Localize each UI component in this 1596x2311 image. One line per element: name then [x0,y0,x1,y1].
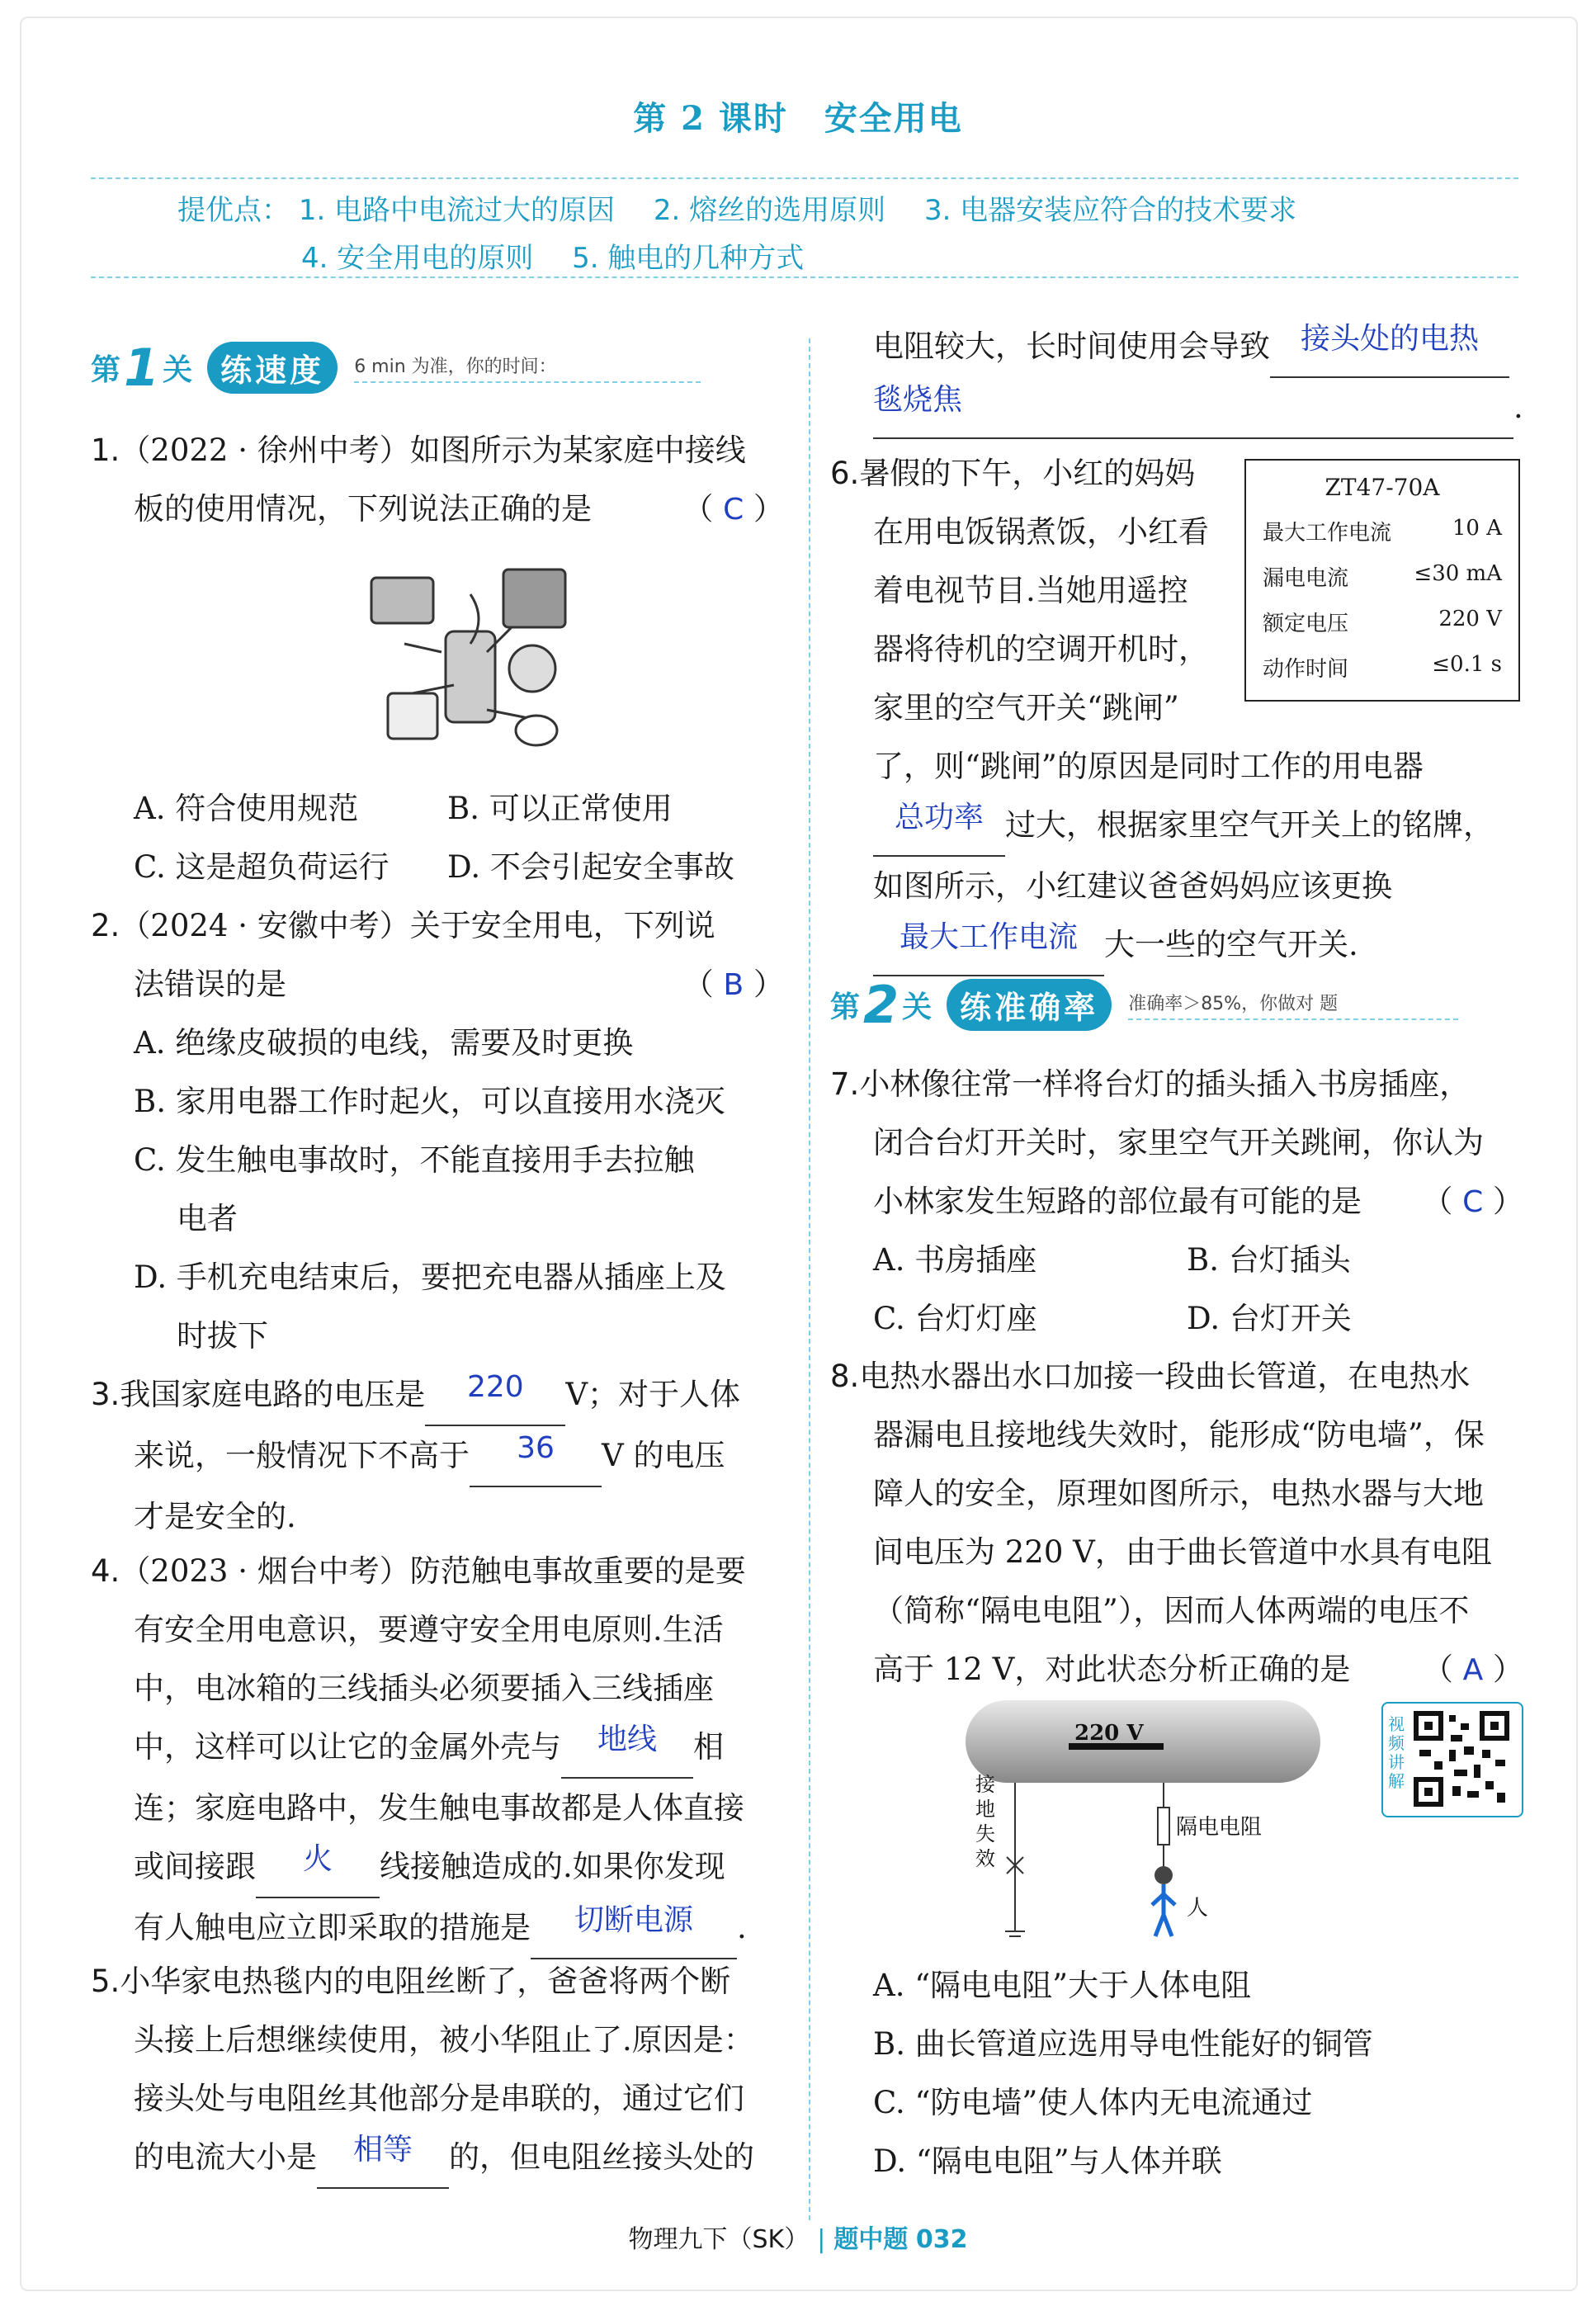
option: C. 这是超负荷运行 [134,849,390,885]
question-text: 有人触电应立即采取的措施是 [134,1910,531,1945]
question-text: 电热水器出水口加接一段曲长管道，在电热水 [859,1359,1471,1394]
nameplate-row [1246,561,1518,592]
question-number: 6. [830,456,860,491]
question-text: 相 [693,1729,724,1765]
fridge-icon [503,569,565,627]
question-5-continued [830,317,1523,439]
question-text: 小林像往常一样将台灯的插头插入书房插座， [859,1066,1471,1102]
option: 电者 [177,1201,238,1236]
question-text: 或间接跟 [134,1849,256,1884]
answer-blank[interactable] [1270,317,1509,378]
option: C. “防电墙”使人体内无电流通过 [873,2085,1313,2120]
lesson-number: 第 2 课时 [633,99,788,138]
question-source: （2024 · 安徽中考） [120,908,410,943]
question-text: 关于安全用电，下列说 [409,908,715,943]
option: A. 书房插座 [873,1242,1037,1278]
answer-blank[interactable] [256,1837,380,1898]
question-text: 我国家庭电路的电压是 [120,1377,426,1412]
question-text: 连；家庭电路中，发生触电事故都是人体直接 [134,1790,744,1826]
topics-box [91,177,1518,278]
question-text: 着电视节目.当她用遥控 [873,573,1188,608]
power-strip-illustration [363,553,602,759]
topic-item: 4. 安全用电的原则 [301,242,534,275]
question-number: 8. [830,1359,860,1394]
topics-label: 提优点： [177,194,290,227]
section-name-badge: 练速度 [207,342,338,394]
nameplate-row [1246,652,1518,683]
question-text: 过大，根据家里空气开关上的铭牌， [1005,807,1494,843]
question-text: 中，这样可以让它的金属外壳与 [134,1729,561,1765]
option: A. 符合使用规范 [134,791,359,826]
question-text: 大一些的空气开关. [1104,927,1358,962]
topics-row-2 [301,235,833,276]
answer-blank[interactable] [425,1365,565,1426]
answer-blank[interactable] [531,1898,737,1959]
nameplate-label: 漏电电流 [1263,566,1349,591]
question-text: 在用电饭锅煮饭，小红看 [873,514,1209,550]
option: 时拔下 [177,1318,268,1354]
section-accuracy-note: 准确率＞85%，你做对 题 [1128,990,1458,1020]
question-text: 器漏电且接地线失效时，能形成“防电墙”，保 [873,1417,1485,1453]
nameplate-row [1246,516,1518,546]
question-5 [91,1952,784,2189]
section-1-header [91,337,701,398]
footer-book: 物理九下（SK） [628,2225,810,2254]
question-text: 有安全用电意识，要遵守安全用电原则.生活 [134,1612,724,1647]
question-text: V；对于人体 [565,1377,741,1412]
question-text: 了，则“跳闸”的原因是同时工作的用电器 [873,749,1424,784]
question-text: 暑假的下午，小红的妈妈 [859,456,1196,491]
question-text: 线接触造成的.如果你发现 [380,1849,725,1884]
question-text: 的，但电阻丝接头处的 [449,2139,754,2175]
answer-choice: A [1462,1653,1484,1687]
resistor-label: 隔电电阻 [1176,1815,1263,1840]
qr-label: 视频讲解 [1388,1714,1405,1791]
person-icon [1155,1866,1173,1884]
question-text: 来说，一般情况下不高于 [134,1438,470,1473]
answer-blank[interactable] [873,378,1513,439]
breaker-nameplate [1244,459,1520,702]
answer-blank[interactable] [317,2128,449,2189]
answer-blank[interactable] [873,915,1104,976]
question-number: 4. [91,1553,120,1589]
question-text: 中，电冰箱的三线插头必须要插入三线插座 [134,1671,714,1706]
nameplate-label: 额定电压 [1263,612,1349,636]
topic-item: 2. 熔丝的选用原则 [653,194,886,227]
question-text: （简称“隔电电阻”），因而人体两端的电压不 [873,1593,1470,1628]
question-text: 防范触电事故重要的是要 [409,1553,746,1589]
kettle-icon [516,716,557,745]
question-number: 3. [91,1377,120,1412]
nameplate-label: 最大工作电流 [1263,521,1392,546]
question-source: （2023 · 烟台中考） [120,1553,410,1589]
option: A. “隔电电阻”大于人体电阻 [873,1968,1252,2003]
topic-item: 1. 电路中电流过大的原因 [298,194,616,227]
question-text: 才是安全的. [134,1499,296,1534]
option: C. 台灯灯座 [873,1301,1037,1336]
section-post: 关 [163,352,193,387]
page-number: 032 [915,2225,968,2254]
question-text: . [1513,390,1523,425]
section-pre: 第 [91,352,121,387]
topic-item: 5. 触电的几种方式 [572,242,805,275]
power-strip-icon [446,631,495,722]
answer-blank[interactable] [873,796,1005,857]
answer-text: 最大工作电流 [899,920,1078,954]
question-number: 7. [830,1066,860,1102]
question-7: 7.小林像往常一样将台灯的插头插入书房插座， 闭合台灯开关时，家里空气开关跳闸，你认为 小林家发生短路的部位最有可能的是 （ C ） A. 书房插座 B. 台灯插头 C. 台灯灯座 D. 台灯开关 [830,1055,1523,1348]
question-3 [91,1365,784,1546]
question-4 [91,1542,784,1959]
option: D. 不会引起安全事故 [447,849,734,885]
qr-code-icon [1413,1710,1512,1808]
section-name-badge: 练准确率 [947,979,1112,1031]
nameplate-label: 动作时间 [1263,657,1349,682]
tv-icon [388,693,437,739]
option: B. 台灯插头 [1187,1242,1351,1278]
person-label: 人 [1187,1896,1209,1921]
question-text: 板的使用情况，下列说法正确的是 [134,491,592,527]
section-pre: 第 [830,990,861,1024]
question-text: 高于 12 V，对此状态分析正确的是 [873,1652,1351,1687]
question-text: 接头处与电阻丝其他部分是串联的，通过它们 [134,2081,744,2116]
section-time-note: 6 min 为准，你的时间： [354,352,701,383]
question-text: 电阻较大，长时间使用会导致 [873,328,1270,364]
answer-text: 切断电源 [574,1903,693,1937]
question-8-options [830,1956,1523,2190]
nameplate-model: ZT47-70A [1324,474,1440,501]
question-text: 的电流大小是 [134,2139,317,2175]
option: B. 曲长管道应选用导电性能好的铜管 [873,2026,1373,2062]
washer-icon [509,645,555,692]
question-text: 如图所示为某家庭中接线 [409,432,746,468]
question-text: . [737,1910,747,1945]
question-text: 闭合台灯开关时，家里空气开关跳闸，你认为 [873,1125,1484,1160]
nameplate-value: ≤0.1 s [1432,652,1502,677]
question-text: 间电压为 220 V，由于曲长管道中水具有电阻 [873,1534,1492,1570]
question-8: 8.电热水器出水口加接一段曲长管道，在电热水 器漏电且接地线失效时，能形成“防电墙”，保 障人的安全，原理如图所示，电热水器与大地 间电压为 220 V，由于曲长管道中水具有电阻 （简称“隔电电阻”），因而人体两端的电压不 高于 12 V，对此状态分析正确的是 （ A ） [830,1359,1523,1687]
question-1-options [91,779,784,896]
question-number: 1. [91,432,120,468]
answer-choice: B [723,968,744,1002]
question-1: 1.（2022 · 徐州中考）如图所示为某家庭中接线 板的使用情况，下列说法正确的是 （ C ） [91,432,784,527]
video-qr-card[interactable] [1381,1702,1523,1817]
option: D. “隔电电阻”与人体并联 [873,2143,1222,2179]
section-2-header [830,974,1458,1035]
answer-choice: C [723,493,744,527]
topic-item: 3. 电器安装应符合的技术要求 [923,194,1297,227]
section-number: 1 [124,337,160,398]
question-number: 5. [91,1964,120,1999]
question-2: 2.（2024 · 安徽中考）关于安全用电，下列说 法错误的是 （ B ） A. 绝缘皮破损的电线，需要及时更换 B. 家用电器工作时起火，可以直接用水浇灭 C. 发生触电事故时，不能直接用手去拉触 电者 D. 手机充电结束后，要把充电器从插座上及 时拔下 [91,908,784,1354]
page-footer: 物理九下（SK） | 题中题 032 [628,2225,968,2254]
answer-blank[interactable] [470,1426,602,1487]
answer-text: 毯烧焦 [873,383,963,417]
answer-text: 相等 [352,2133,413,2167]
nameplate-value: ≤30 mA [1414,561,1502,586]
nameplate-value: 220 V [1438,607,1502,631]
question-text: 小华家电热毯内的电阻丝断了，爸爸将两个断 [120,1964,731,1999]
option: B. 可以正常使用 [447,791,673,826]
topics-row-1 [177,187,1326,228]
lesson-name: 安全用电 [824,99,963,138]
water-heater-diagram [957,1692,1353,1940]
question-number: 2. [91,908,120,943]
oven-icon [371,578,433,623]
answer-text: 总功率 [894,801,984,834]
answer-text: 地线 [597,1723,657,1756]
question-text: 头接上后想继续使用，被小华阻止了.原因是： [134,2022,754,2058]
option: D. 台灯开关 [1187,1301,1352,1336]
answer-text: 36 [517,1431,555,1465]
question-text: 器将待机的空调开机时， [873,631,1209,667]
question-text: 小林家发生短路的部位最有可能的是 [873,1184,1362,1219]
question-text: V 的电压 [602,1438,725,1473]
answer-text: 220 [466,1370,524,1404]
option: D. 手机充电结束后，要把充电器从插座上及 [134,1259,726,1295]
answer-text: 火 [302,1842,333,1876]
isolation-resistor [1158,1808,1169,1845]
option: A. 绝缘皮破损的电线，需要及时更换 [134,1025,634,1061]
footer-tag: 题中题 [833,2225,909,2254]
answer-blank[interactable] [561,1718,693,1779]
answer-choice: C [1462,1185,1484,1219]
question-text: 法错误的是 [134,966,286,1002]
nameplate-value: 10 A [1452,516,1502,541]
question-text: 如图所示，小红建议爸爸妈妈应该更换 [873,868,1392,904]
question-source: （2022 · 徐州中考） [120,432,410,468]
ground-fail-label: 接地失效 [975,1773,995,1870]
option: B. 家用电器工作时起火，可以直接用水浇灭 [134,1084,725,1119]
option: C. 发生触电事故时，不能直接用手去拉触 [134,1142,695,1178]
question-text: 家里的空气开关“跳闸” [873,690,1179,725]
answer-text: 接头处的电热 [1300,322,1479,356]
section-post: 关 [902,990,933,1024]
section-number: 2 [863,974,900,1035]
lesson-title [0,92,1596,139]
nameplate-row [1246,607,1518,637]
voltage-label: 220 V [1074,1721,1144,1746]
question-text: 障人的安全，原理如图所示，电热水器与大地 [873,1476,1484,1511]
column-separator [809,338,810,2220]
